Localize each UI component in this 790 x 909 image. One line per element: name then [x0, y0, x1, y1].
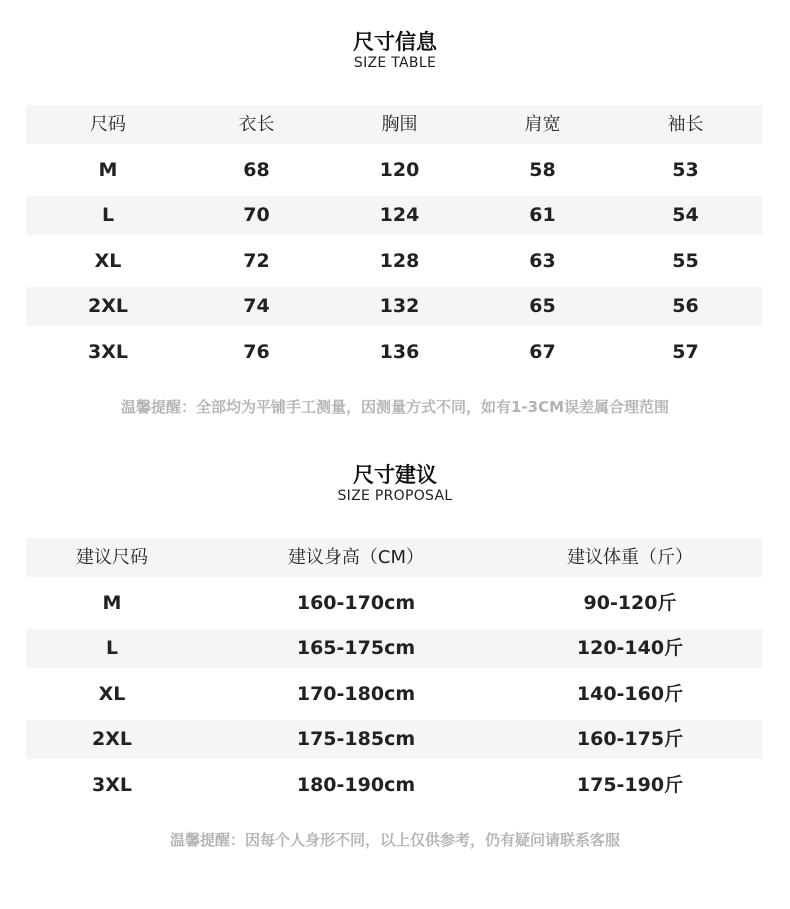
cell-size: XL	[94, 249, 122, 272]
table-row	[26, 151, 762, 190]
cell-sleeve: 57	[672, 340, 699, 363]
cell-length: 74	[243, 295, 270, 317]
cell-shoulder: 63	[529, 249, 556, 272]
cell-weight: 160-175斤	[576, 728, 684, 750]
size-proposal-title: 尺寸建议	[353, 463, 437, 487]
cell-height: 170-180cm	[296, 682, 416, 705]
reference-note: 温馨提醒：因每个人身形不同，以上仅供参考，仍有疑问请联系客服	[169, 831, 620, 849]
table-row	[26, 287, 762, 326]
table-row	[26, 720, 762, 759]
measurement-note: 温馨提醒：全部均为平铺手工测量，因测量方式不同，如有1-3CM误差属合理范围	[120, 398, 670, 416]
cell-weight: 90-120斤	[583, 591, 677, 614]
cell-size: L	[101, 204, 115, 226]
cell-size: M	[102, 591, 122, 614]
table-row	[26, 242, 762, 281]
size-proposal-subtitle: SIZE PROPOSAL	[337, 488, 453, 504]
header-recommended-height: 建议身高（CM）	[287, 547, 425, 568]
header-shoulder: 肩宽	[524, 114, 561, 135]
cell-length: 68	[243, 158, 270, 181]
cell-weight: 175-190斤	[576, 773, 684, 796]
cell-shoulder: 58	[529, 158, 556, 181]
cell-shoulder: 65	[529, 295, 556, 317]
cell-chest: 136	[379, 340, 420, 363]
cell-size: 3XL	[92, 773, 132, 796]
size-proposal-table	[26, 538, 762, 805]
cell-size: L	[105, 637, 119, 659]
header-size: 尺码	[90, 114, 126, 135]
cell-size: 3XL	[88, 340, 128, 363]
table-row	[26, 766, 762, 805]
size-proposal-header	[26, 538, 762, 577]
size-table-header	[26, 105, 762, 144]
table-row	[26, 333, 762, 372]
cell-height: 180-190cm	[296, 773, 416, 796]
cell-size: 2XL	[92, 728, 132, 750]
cell-weight: 120-140斤	[576, 637, 684, 659]
header-length: 衣长	[238, 114, 275, 135]
size-info-subtitle: SIZE TABLE	[353, 55, 437, 71]
cell-size: XL	[98, 682, 126, 705]
header-recommended-weight: 建议体重（斤）	[567, 547, 693, 568]
header-sleeve: 袖长	[667, 114, 704, 135]
cell-height: 175-185cm	[296, 728, 416, 750]
cell-height: 160-170cm	[296, 591, 416, 614]
cell-length: 72	[243, 249, 270, 272]
table-row	[26, 584, 762, 623]
cell-length: 70	[243, 204, 270, 226]
cell-chest: 124	[379, 204, 420, 226]
table-row	[26, 629, 762, 668]
size-table	[26, 105, 762, 372]
cell-weight: 140-160斤	[576, 682, 684, 705]
cell-sleeve: 56	[672, 295, 699, 317]
cell-shoulder: 67	[529, 340, 556, 363]
size-info-title: 尺寸信息	[353, 30, 437, 54]
cell-shoulder: 61	[529, 204, 556, 226]
header-chest: 胸围	[381, 114, 418, 135]
table-row	[26, 675, 762, 714]
cell-size: M	[98, 158, 118, 181]
cell-chest: 132	[379, 295, 420, 317]
header-recommended-size: 建议尺码	[76, 547, 148, 568]
cell-height: 165-175cm	[296, 637, 416, 659]
cell-sleeve: 54	[672, 204, 699, 226]
cell-size: 2XL	[88, 295, 128, 317]
cell-sleeve: 55	[672, 249, 699, 272]
cell-sleeve: 53	[672, 158, 699, 181]
cell-chest: 128	[379, 249, 420, 272]
cell-length: 76	[243, 340, 270, 363]
table-row	[26, 196, 762, 235]
cell-chest: 120	[379, 158, 420, 181]
